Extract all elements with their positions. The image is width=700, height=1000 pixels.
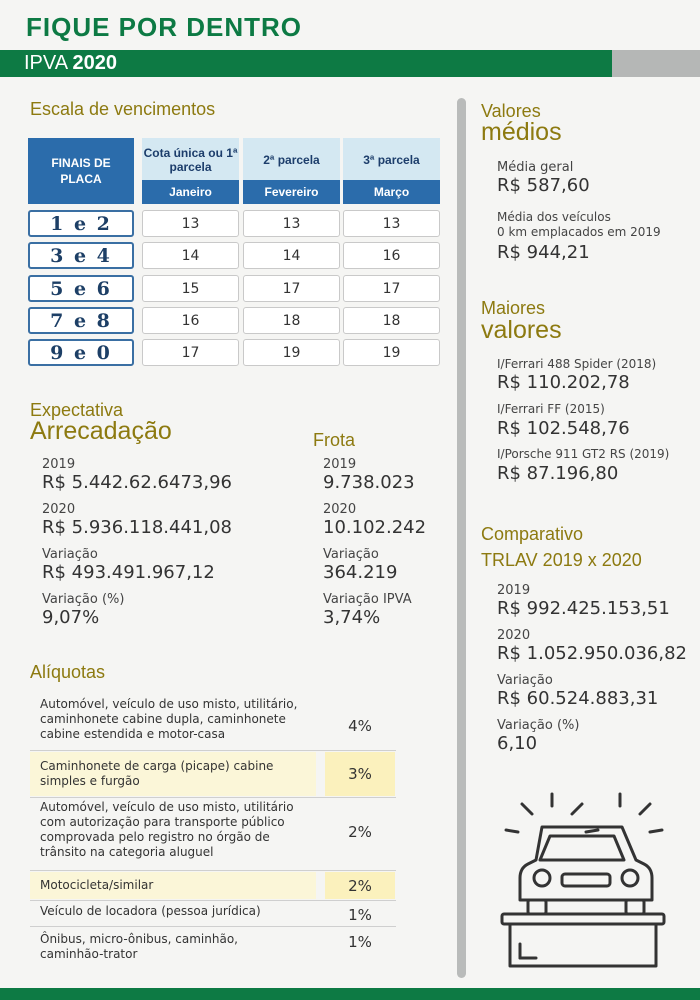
media-geral-value: R$ 587,60 — [497, 175, 590, 196]
row-divider — [30, 797, 396, 798]
car-on-display-icon — [492, 782, 672, 972]
media-0km-value: R$ 944,21 — [497, 242, 590, 263]
comparativo-2020-label: 2020 — [497, 628, 531, 643]
arrecadacao-title: Arrecadação — [30, 417, 172, 445]
aliquotas-title: Alíquotas — [30, 662, 106, 682]
arrecadacao-variacao-pct-value: 9,07% — [42, 607, 100, 628]
maior-valor-label: I/Ferrari FF (2015) — [497, 402, 605, 416]
banner-accent — [612, 50, 700, 77]
medios-subtitle: Valores — [481, 101, 541, 121]
aliquota-pct: 1% — [348, 906, 372, 924]
row-divider — [30, 750, 396, 751]
aliquota-text: Ônibus, micro-ônibus, caminhão, caminhão-trator — [40, 932, 238, 961]
comparativo-title: Comparativo — [481, 524, 584, 544]
arrecadacao-subtitle: Expectativa — [30, 400, 124, 420]
frota-2020-value: 10.102.242 — [323, 517, 427, 538]
table-cell: 13 — [343, 210, 440, 237]
aliquota-pct: 2% — [348, 823, 372, 841]
arrecadacao-variacao-label: Variação — [42, 547, 98, 562]
arrecadacao-2019-value: R$ 5.442.62.6473,96 — [42, 472, 232, 493]
arrecadacao-variacao-value: R$ 493.491.967,12 — [42, 562, 215, 583]
table-cell: 16 — [343, 242, 440, 269]
banner-label — [24, 52, 117, 75]
arrecadacao-2020-label: 2020 — [42, 502, 76, 517]
plate-1-2: 1 e 2 — [28, 210, 134, 237]
arrecadacao-2019-label: 2019 — [42, 457, 76, 472]
comparativo-subtitle: TRLAV 2019 x 2020 — [481, 550, 642, 570]
row-divider — [30, 926, 396, 927]
frota-variacao-label: Variação — [323, 547, 379, 562]
schedule-title: Escala de vencimentos — [30, 99, 216, 119]
comparativo-2020-value: R$ 1.052.950.036,82 — [497, 643, 687, 664]
plate-9-0: 9 e 0 — [28, 339, 134, 366]
media-0km-label-line2: 0 km emplacados em 2019 — [497, 225, 661, 239]
frota-2020-label: 2020 — [323, 502, 357, 517]
maiores-title: valores — [481, 316, 562, 344]
table-cell: 14 — [142, 242, 239, 269]
header-month-janeiro: Janeiro — [142, 180, 239, 204]
header-cota-unica: Cota única ou 1ª parcela — [142, 138, 239, 181]
table-cell: 15 — [142, 275, 239, 302]
frota-title: Frota — [313, 430, 356, 450]
plate-7-8: 7 e 8 — [28, 307, 134, 334]
arrecadacao-2020-value: R$ 5.936.118.441,08 — [42, 517, 232, 538]
frota-2019-label: 2019 — [323, 457, 357, 472]
banner-prefix: IPVA — [24, 52, 73, 74]
plate-3-4: 3 e 4 — [28, 242, 134, 269]
aliquota-text: Veículo de locadora (pessoa jurídica) — [40, 904, 261, 918]
aliquota-text: Caminhonete de carga (picape) cabine simples e furgão — [40, 759, 274, 788]
media-geral-label: Média geral — [497, 160, 574, 175]
row-divider — [30, 870, 396, 871]
table-cell: 17 — [343, 275, 440, 302]
aliquota-pct: 4% — [348, 717, 372, 735]
maior-valor-label: I/Ferrari 488 Spider (2018) — [497, 357, 657, 371]
aliquota-text: Motocicleta/similar — [40, 878, 154, 892]
maior-valor-label: I/Porsche 911 GT2 RS (2019) — [497, 447, 670, 461]
table-cell: 17 — [142, 339, 239, 366]
comparativo-variacao-pct-value: 6,10 — [497, 733, 538, 754]
header-3a-parcela: 3ª parcela — [343, 138, 440, 181]
table-cell: 14 — [243, 242, 340, 269]
maior-valor-value: R$ 110.202,78 — [497, 372, 630, 393]
table-cell: 18 — [343, 307, 440, 334]
table-cell: 19 — [243, 339, 340, 366]
aliquota-pct: 1% — [348, 933, 372, 951]
comparativo-variacao-pct-label: Variação (%) — [497, 718, 580, 733]
comparativo-2019-label: 2019 — [497, 583, 531, 598]
table-cell: 13 — [243, 210, 340, 237]
header-2a-parcela: 2ª parcela — [243, 138, 340, 181]
row-divider — [30, 900, 396, 901]
header-month-fevereiro: Fevereiro — [243, 180, 340, 204]
frota-variacao-ipva-value: 3,74% — [323, 607, 381, 628]
header-month-marco: Março — [343, 180, 440, 204]
media-0km-label-line1: Média dos veículos — [497, 210, 611, 224]
column-divider — [457, 98, 466, 978]
maior-valor-value: R$ 87.196,80 — [497, 463, 619, 484]
table-cell: 19 — [343, 339, 440, 366]
maiores-subtitle: Maiores — [481, 298, 546, 318]
aliquota-pct: 3% — [348, 765, 372, 783]
header-finais-de-placa: FINAIS DE PLACA — [28, 138, 134, 204]
comparativo-variacao-value: R$ 60.524.883,31 — [497, 688, 659, 709]
table-cell: 13 — [142, 210, 239, 237]
maior-valor-value: R$ 102.548,76 — [497, 418, 630, 439]
table-cell: 17 — [243, 275, 340, 302]
frota-2019-value: 9.738.023 — [323, 472, 415, 493]
plate-5-6: 5 e 6 — [28, 275, 134, 302]
frota-variacao-value: 364.219 — [323, 562, 398, 583]
banner-year: 2020 — [72, 52, 118, 74]
table-cell: 16 — [142, 307, 239, 334]
aliquota-pct: 2% — [348, 877, 372, 895]
footer-bar — [0, 988, 700, 1000]
arrecadacao-variacao-pct-label: Variação (%) — [42, 592, 125, 607]
page-title: FIQUE POR DENTRO — [26, 12, 303, 42]
aliquota-text: Automóvel, veículo de uso misto, utilitário com autorização para transporte público comprovada pelo registro no órgão de trânsito na categoria aluguel — [40, 800, 294, 859]
comparativo-variacao-label: Variação — [497, 673, 553, 688]
table-cell: 18 — [243, 307, 340, 334]
aliquota-text: Automóvel, veículo de uso misto, utilitário, caminhonete cabine dupla, caminhonete cabine estendida e motor-casa — [40, 697, 298, 741]
comparativo-2019-value: R$ 992.425.153,51 — [497, 598, 670, 619]
frota-variacao-ipva-label: Variação IPVA — [323, 592, 412, 607]
medios-title: médios — [481, 118, 562, 146]
